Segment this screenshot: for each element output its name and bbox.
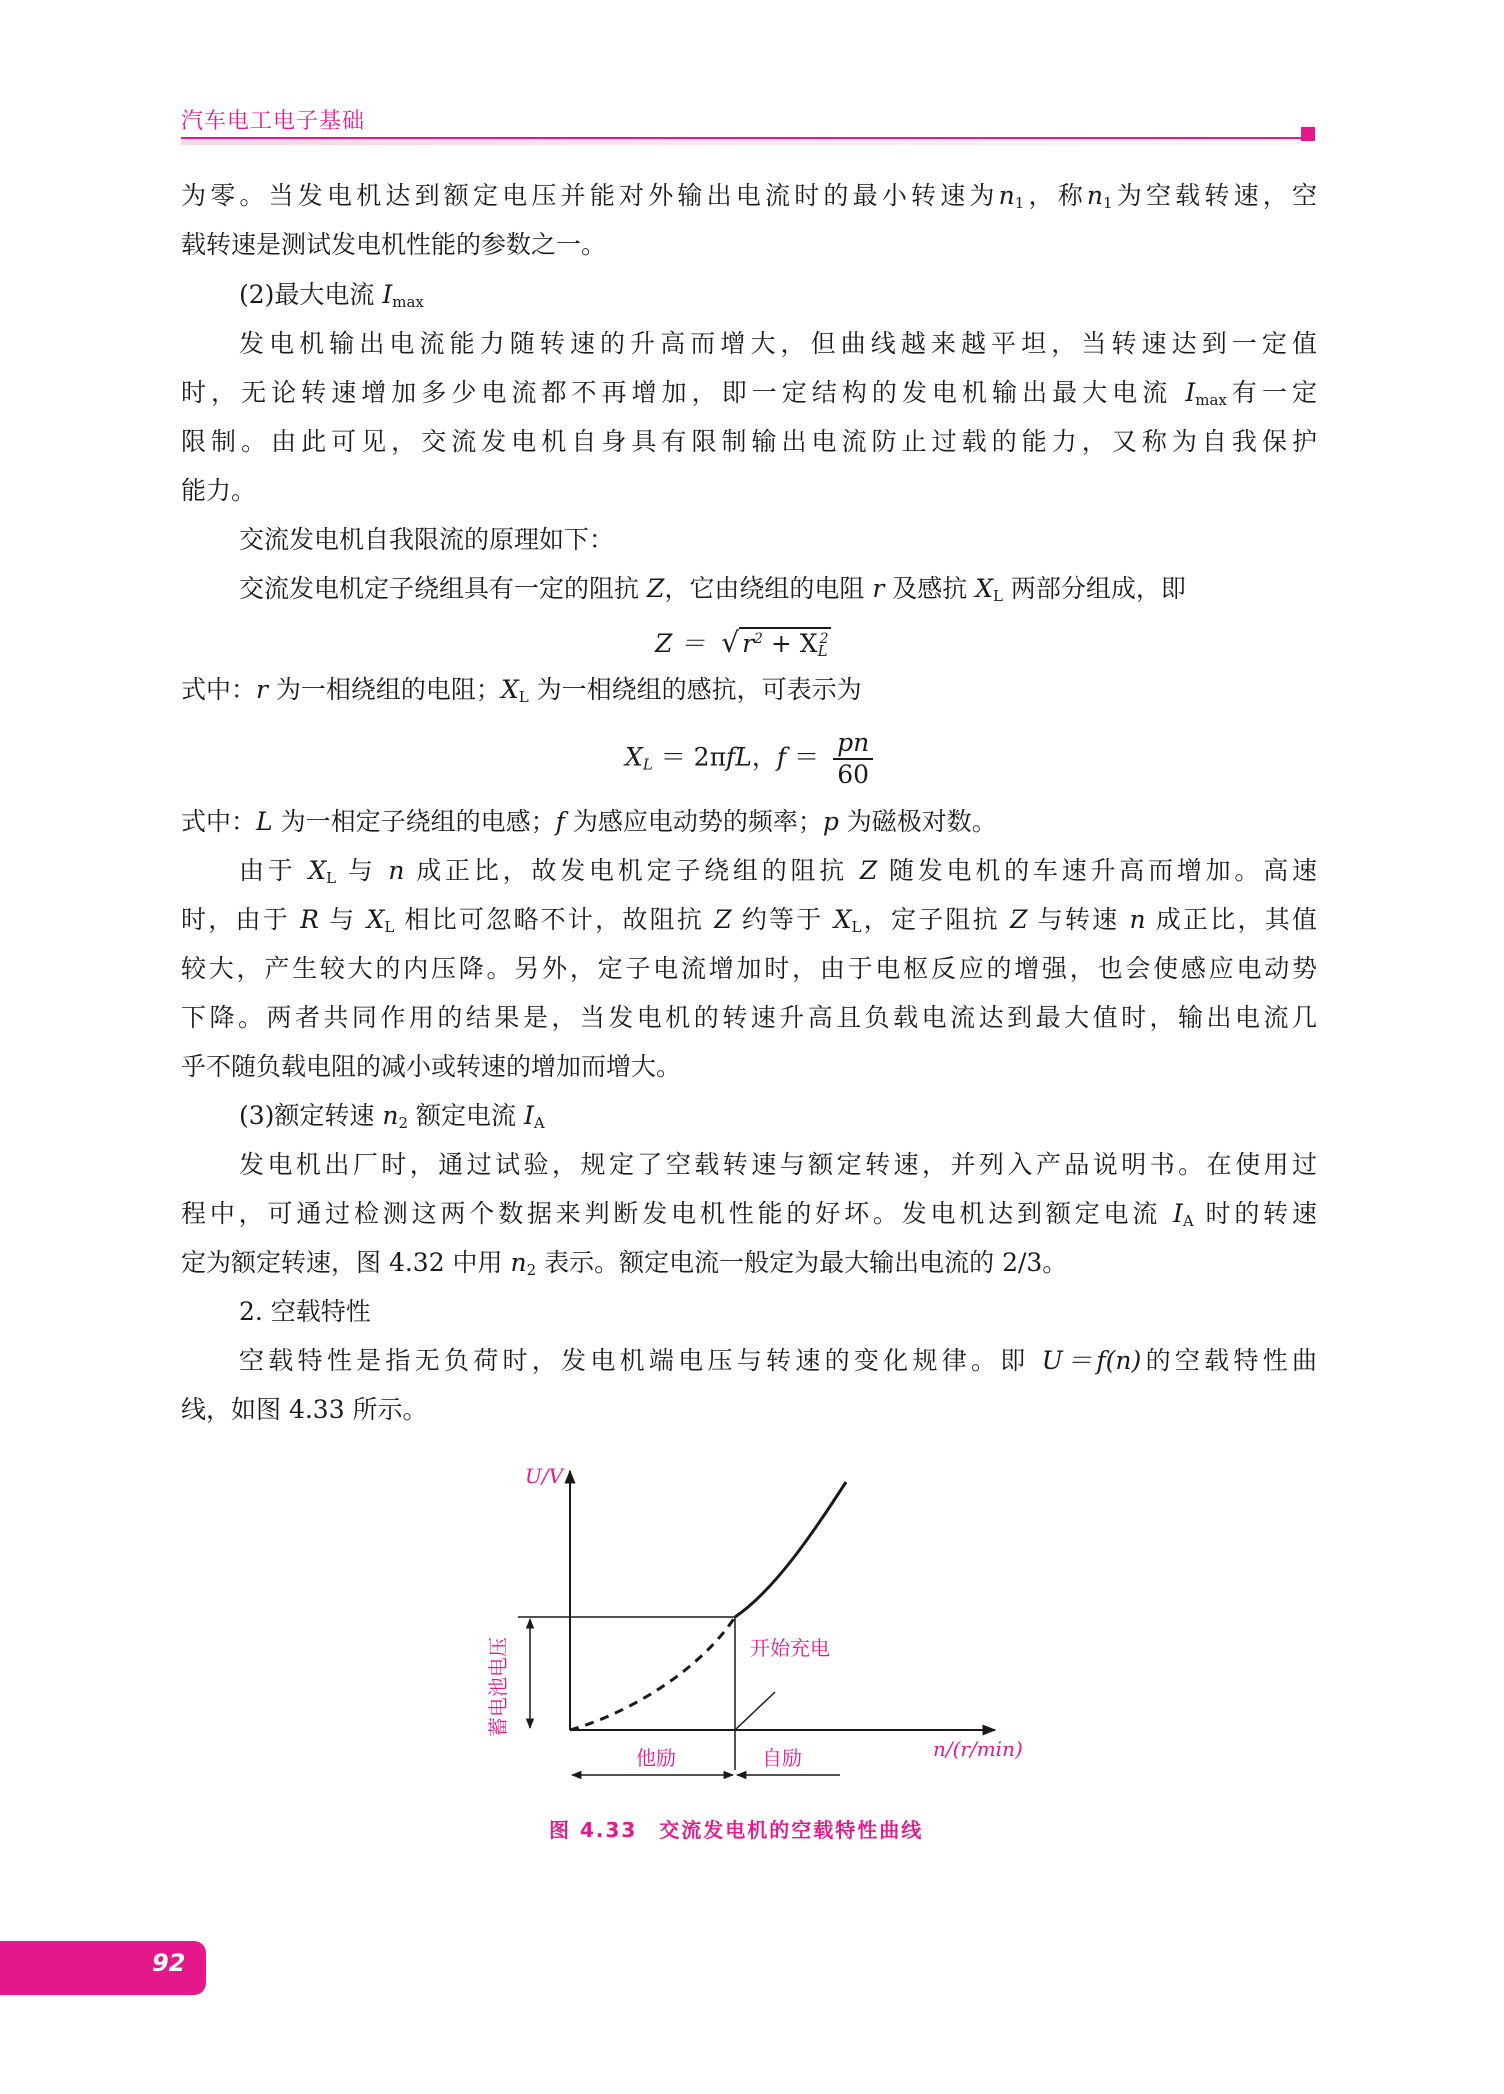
paragraph-line: 空载特性是指无负荷时，发电机端电压与转速的变化规律。即 U＝f(n)的空载特性曲 — [239, 1346, 1317, 1375]
self-excitation-curve — [735, 1482, 846, 1617]
self-excitation-label: 自励 — [762, 1746, 802, 1770]
paragraph-line: 限制。由此可见，交流发电机自身具有限制输出电流防止过载的能力，又称为自我保护 — [181, 427, 1317, 456]
paragraph-line: 能力。 — [181, 476, 257, 505]
paragraph-line: 式中：L 为一相定子绕组的电感；f 为感应电动势的频率；p 为磁极对数。 — [181, 807, 997, 836]
header-square-marker — [1301, 127, 1315, 141]
page-number: 92 — [152, 1949, 186, 1977]
paragraph-line: 乎不随负载电阻的减小或转速的增加而增大。 — [181, 1052, 682, 1081]
paragraph-line: 定为额定转速，图 4.32 中用 $n_2$ 表示。额定电流一般定为最大输出电流的 2/3。 — [181, 1248, 1068, 1279]
paragraph-line: 载转速是测试发电机性能的参数之一。 — [181, 230, 607, 259]
paragraph-line: 下降。两者共同作用的结果是，当发电机的转速升高且负载电流达到最大值时，输出电流几 — [181, 1003, 1317, 1032]
start-charging-pointer — [735, 1692, 775, 1730]
figure-caption: 图 4.33 交流发电机的空载特性曲线 — [549, 1818, 924, 1842]
header-rule — [181, 137, 1311, 139]
battery-voltage-label: 蓄电池电压 — [486, 1637, 510, 1737]
paragraph-line: 由于 $X_L$ 与 n 成正比，故发电机定子绕组的阻抗 Z 随发电机的车速升高而增加。高速 — [239, 856, 1318, 887]
paragraph-line: 线，如图 4.33 所示。 — [181, 1395, 428, 1424]
section-heading: (2)最大电流 $I_{max}$ — [239, 280, 424, 311]
paragraph-line: 发电机出厂时，通过试验，规定了空载转速与额定转速，并列入产品说明书。在使用过 — [239, 1150, 1317, 1179]
paragraph-line: 为零。当发电机达到额定电压并能对外输出电流时的最小转速为$n_1$，称$n_1$为空载转速，空 — [181, 181, 1317, 212]
y-axis-label: U/V — [525, 1464, 564, 1488]
paragraph-line: 式中：r 为一相绕组的电阻；$X_L$ 为一相绕组的感抗，可表示为 — [181, 675, 862, 706]
formula-reactance: $X_L = 2\pi fL$，f ＝ $\frac{pn}{60}$ — [625, 728, 873, 790]
header-band — [181, 139, 1301, 145]
no-load-characteristic-figure — [470, 1455, 1040, 1800]
start-charging-label: 开始充电 — [750, 1636, 830, 1660]
paragraph-line: 时，无论转速增加多少电流都不再增加，即一定结构的发电机输出最大电流 $I_{max}$有一定 — [181, 378, 1317, 409]
paragraph-line: 交流发电机自我限流的原理如下： — [239, 525, 615, 554]
paragraph-line: 交流发电机定子绕组具有一定的阻抗 Z，它由绕组的电阻 r 及感抗 $X_L$ 两部分组成，即 — [239, 574, 1186, 605]
separate-excitation-curve — [570, 1617, 735, 1730]
section-heading: 2. 空载特性 — [239, 1297, 371, 1326]
paragraph-line: 发电机输出电流能力随转速的升高而增大，但曲线越来越平坦，当转速达到一定值 — [239, 329, 1317, 358]
formula-impedance: Z ＝ √ $r^2 + X_L^2$ — [655, 624, 831, 660]
separate-excitation-label: 他励 — [636, 1746, 676, 1770]
paragraph-line: 程中，可通过检测这两个数据来判断发电机性能的好坏。发电机达到额定电流 $I_A$ 时的转速 — [181, 1199, 1317, 1230]
section-heading: (3)额定转速 $n_2$ 额定电流 $I_A$ — [239, 1101, 545, 1132]
paragraph-line: 较大，产生较大的内压降。另外，定子电流增加时，由于电枢反应的增强，也会使感应电动势 — [181, 954, 1317, 983]
x-axis-label: n/(r/min) — [933, 1737, 1023, 1761]
running-header-title: 汽车电工电子基础 — [181, 109, 366, 134]
paragraph-line: 时，由于 R 与 $X_L$ 相比可忽略不计，故阻抗 Z 约等于 $X_L$，定子阻抗 Z 与转速 n 成正比，其值 — [181, 905, 1317, 936]
